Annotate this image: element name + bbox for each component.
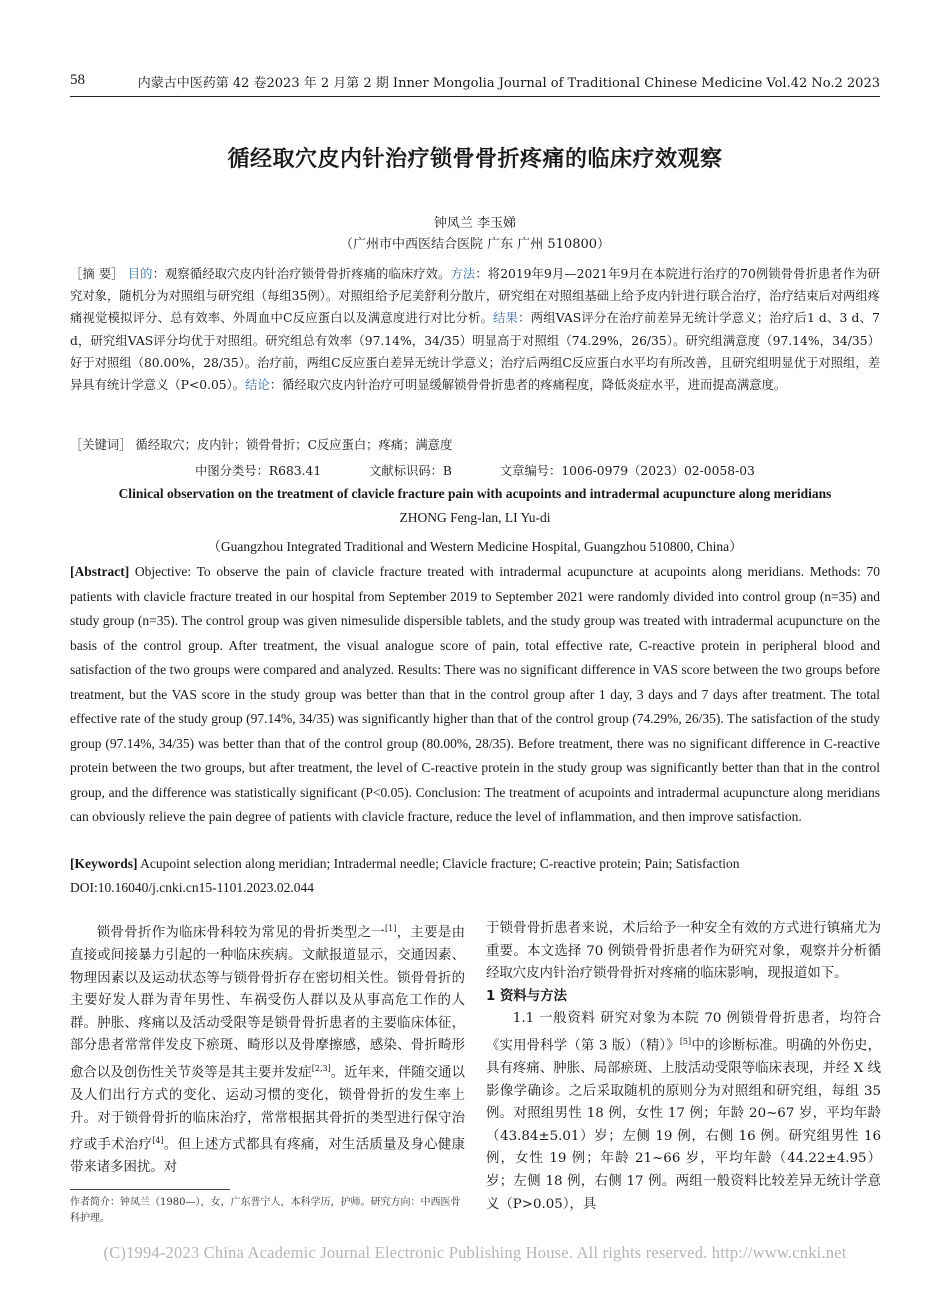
conclusion-text: ：循经取穴皮内针治疗可明显缓解锁骨骨折患者的疼痛程度，降低炎症水平，进而提高满意度。 [269, 378, 787, 393]
body-paragraph: 于锁骨骨折患者来说，术后给予一种安全有效的方式进行镇痛尤为重要。本文选择 70 例锁骨骨折患者作为研究对象，观察并分析循经取穴皮内针治疗锁骨骨折对疼痛的临床影响，现报道如下。 [486, 921, 881, 982]
classification-line [70, 461, 880, 479]
section-heading: 1 资料与方法 [486, 988, 567, 1004]
english-keywords-label: [Keywords] [70, 856, 138, 871]
body-right-column [486, 918, 881, 1216]
results-label: 结果 [493, 311, 519, 326]
english-title: Clinical observation on the treatment of clavicle fracture pain with acupoints and intradermal acupuncture along meridians [118, 486, 832, 501]
author-footnote: 作者简介：钟凤兰（1980—），女，广东普宁人，本科学历，护师。研究方向：中西医骨科护理。 [70, 1197, 461, 1224]
chinese-abstract [70, 263, 880, 396]
authors: 钟凤兰 李玉娣 [433, 216, 517, 231]
results-text: ：两组VAS评分在治疗前差异无统计学意义；治疗后1 d、3 d、7 d，研究组VAS评分均优于对照组。研究组总有效率（97.14%，34/35）明显高于对照组（74.29%，26/35）。研究组满意度（97.14%，34/35）好于对照组（80.00%，28/35）。治疗前，两组C反应蛋白差异无统计学意义；治疗后两组C反应蛋白水平均有所改善，且研究组明显优于对照组，差异具有统计学意义（P<0.05）。 [70, 311, 880, 393]
body-left-column [70, 918, 465, 1180]
citation: [1] [385, 924, 397, 933]
document-code: 文献标识码：B [369, 464, 452, 478]
english-abstract-text: Objective: To observe the pain of clavicle fracture treated with intradermal acupuncture at acupoints along meridians. Methods: 70 patients with clavicle fracture treated in our hospital from September 2019 to September 2021 were randomly divided into control group (n=35) and study group (n=35). The control group was given nimesulide dispersible tablets, and the study group was treated with intradermal acupuncture on the basis of the control group. After treatment, the visual analogue score of pain, total effective rate, C-reactive protein in peripheral blood and satisfaction of the two groups were compared and analyzed. Results: There was no significant difference in VAS score between the two groups before treatment, but the VAS score in the study group was better than that in the control group after 1 day, 3 days and 7 days after treatment. The total effective rate of the study group (97.14%, 34/35) was significantly higher than that of the control group (74.29%, 26/35). The satisfaction of the study group (97.14%, 34/35) was better than that of the control group (80.00%, 28/35). Before treatment, there was no significant difference in C-reactive protein between the two groups, but after treatment, the level of C-reactive protein in the study group was significantly better than that in the control group, and the difference was statistically significant (P<0.05). Conclusion: The treatment of acupoints and intradermal acupuncture along meridians can obviously relieve the pain degree of patients with clavicle fracture, reduce the level of inflammation, and then improve satisfaction. [70, 564, 880, 824]
body-paragraph: 1.1 一般资料 研究对象为本院 70 例锁骨骨折患者，均符合《实用骨科学（第 3 版）（精）》[5]中的诊断标准。明确的外伤史，具有疼痛、肿胀、局部瘀斑、上肢活动受限等临床表现，并经 X 线影像学确诊。之后采取随机的原则分为对照组和研究组，每组 35 例。对照组男性 18 例，女性 17 例；年龄 20~67 岁，平均年龄（43.84±5.01）岁；左侧 19 例，右侧 16 例。研究组男性 16 例，女性 19 例；年龄 21~66 岁，平均年龄（44.22±4.95）岁；左侧 18 例，右侧 17 例。两组一般资料比较差异无统计学意义（P>0.05），具 [486, 1011, 881, 1212]
english-keywords-text: Acupoint selection along meridian; Intradermal needle; Clavicle fracture; C-reactive protein; Pain; Satisfaction [137, 856, 740, 871]
article-title: 循经取穴皮内针治疗锁骨骨折疼痛的临床疗效观察 [227, 147, 723, 172]
body-paragraph: 锁骨骨折作为临床骨科较为常见的骨折类型之一[1]，主要是由直接或间接暴力引起的一种临床疾病。文献报道显示，交通因素、物理因素以及运动状态等与锁骨骨折存在密切相关性。锁骨骨折的主要好发人群为青年男性、车祸受伤人群以及从事高危工作的人群。肿胀、疼痛以及活动受限等是锁骨骨折患者的主要临床体征，部分患者常常伴发皮下瘀斑、畸形以及骨摩擦感，感染、骨折畸形愈合以及创伤性关节炎等是其主要并发症[2,3]。近年来，伴随交通以及人们出行方式的变化、运动习惯的变化，锁骨骨折的发生率上升。对于锁骨骨折的临床治疗，常常根据其骨折的类型进行保守治疗或手术治疗[4]。但上述方式都具有疼痛，对生活质量及身心健康带来诸多困扰。对 [70, 924, 466, 1176]
footnote-rule [70, 1189, 230, 1190]
citation: [2,3] [311, 1064, 331, 1074]
abstract-label: ［摘 要］ [70, 267, 124, 281]
citation: [4] [152, 1136, 164, 1146]
methods-label: 方法 [450, 267, 476, 281]
conclusion-label: 结论 [245, 378, 270, 393]
citation: [5] [679, 1036, 692, 1046]
objective-label: 目的 [127, 267, 153, 281]
chinese-keywords [70, 435, 880, 453]
article-number: 文章编号：1006-0979（2023）02-0058-03 [499, 464, 755, 478]
cnki-watermark: (C)1994-2023 China Academic Journal Electronic Publishing House. All rights reserved. http://www.cnki.net [103, 1243, 847, 1262]
english-authors: ZHONG Feng-lan, LI Yu-di [399, 510, 551, 525]
affiliation: （广州市中西医结合医院 广东 广州 510800） [339, 237, 611, 252]
english-keywords [70, 856, 880, 872]
running-header [70, 68, 880, 97]
clc-number: 中图分类号：R683.41 [195, 464, 322, 478]
keywords-label: ［关键词］ [70, 438, 132, 452]
english-abstract [70, 560, 880, 830]
objective-text: ：观察循经取穴皮内针治疗锁骨骨折疼痛的临床疗效。 [152, 267, 451, 281]
methods-text: ：将2019年9月—2021年9月在本院进行治疗的70例锁骨骨折患者作为研究对象，随机分为对照组与研究组（每组35例）。对照组给予尼美舒利分散片，研究组在对照组基础上给予皮内针进行联合治疗，治疗结束后对两组疼痛视觉模拟评分、总有效率、外周血中C反应蛋白以及满意度进行对比分析。 [70, 267, 880, 326]
journal-info: 内蒙古中医药第 42 卷2023 年 2 月第 2 期 Inner Mongolia Journal of Traditional Chinese Medicine Vol.42 No.2 2023 [137, 76, 880, 91]
doi: DOI:10.16040/j.cnki.cn15-1101.2023.02.044 [70, 880, 314, 895]
english-abstract-label: [Abstract] [70, 564, 130, 579]
english-affiliation: （Guangzhou Integrated Traditional and Western Medicine Hospital, Guangzhou 510800, China） [207, 539, 743, 554]
keywords-text: 循经取穴；皮内针；锁骨骨折；C反应蛋白；疼痛；满意度 [135, 438, 453, 452]
page-number: 58 [70, 72, 85, 88]
